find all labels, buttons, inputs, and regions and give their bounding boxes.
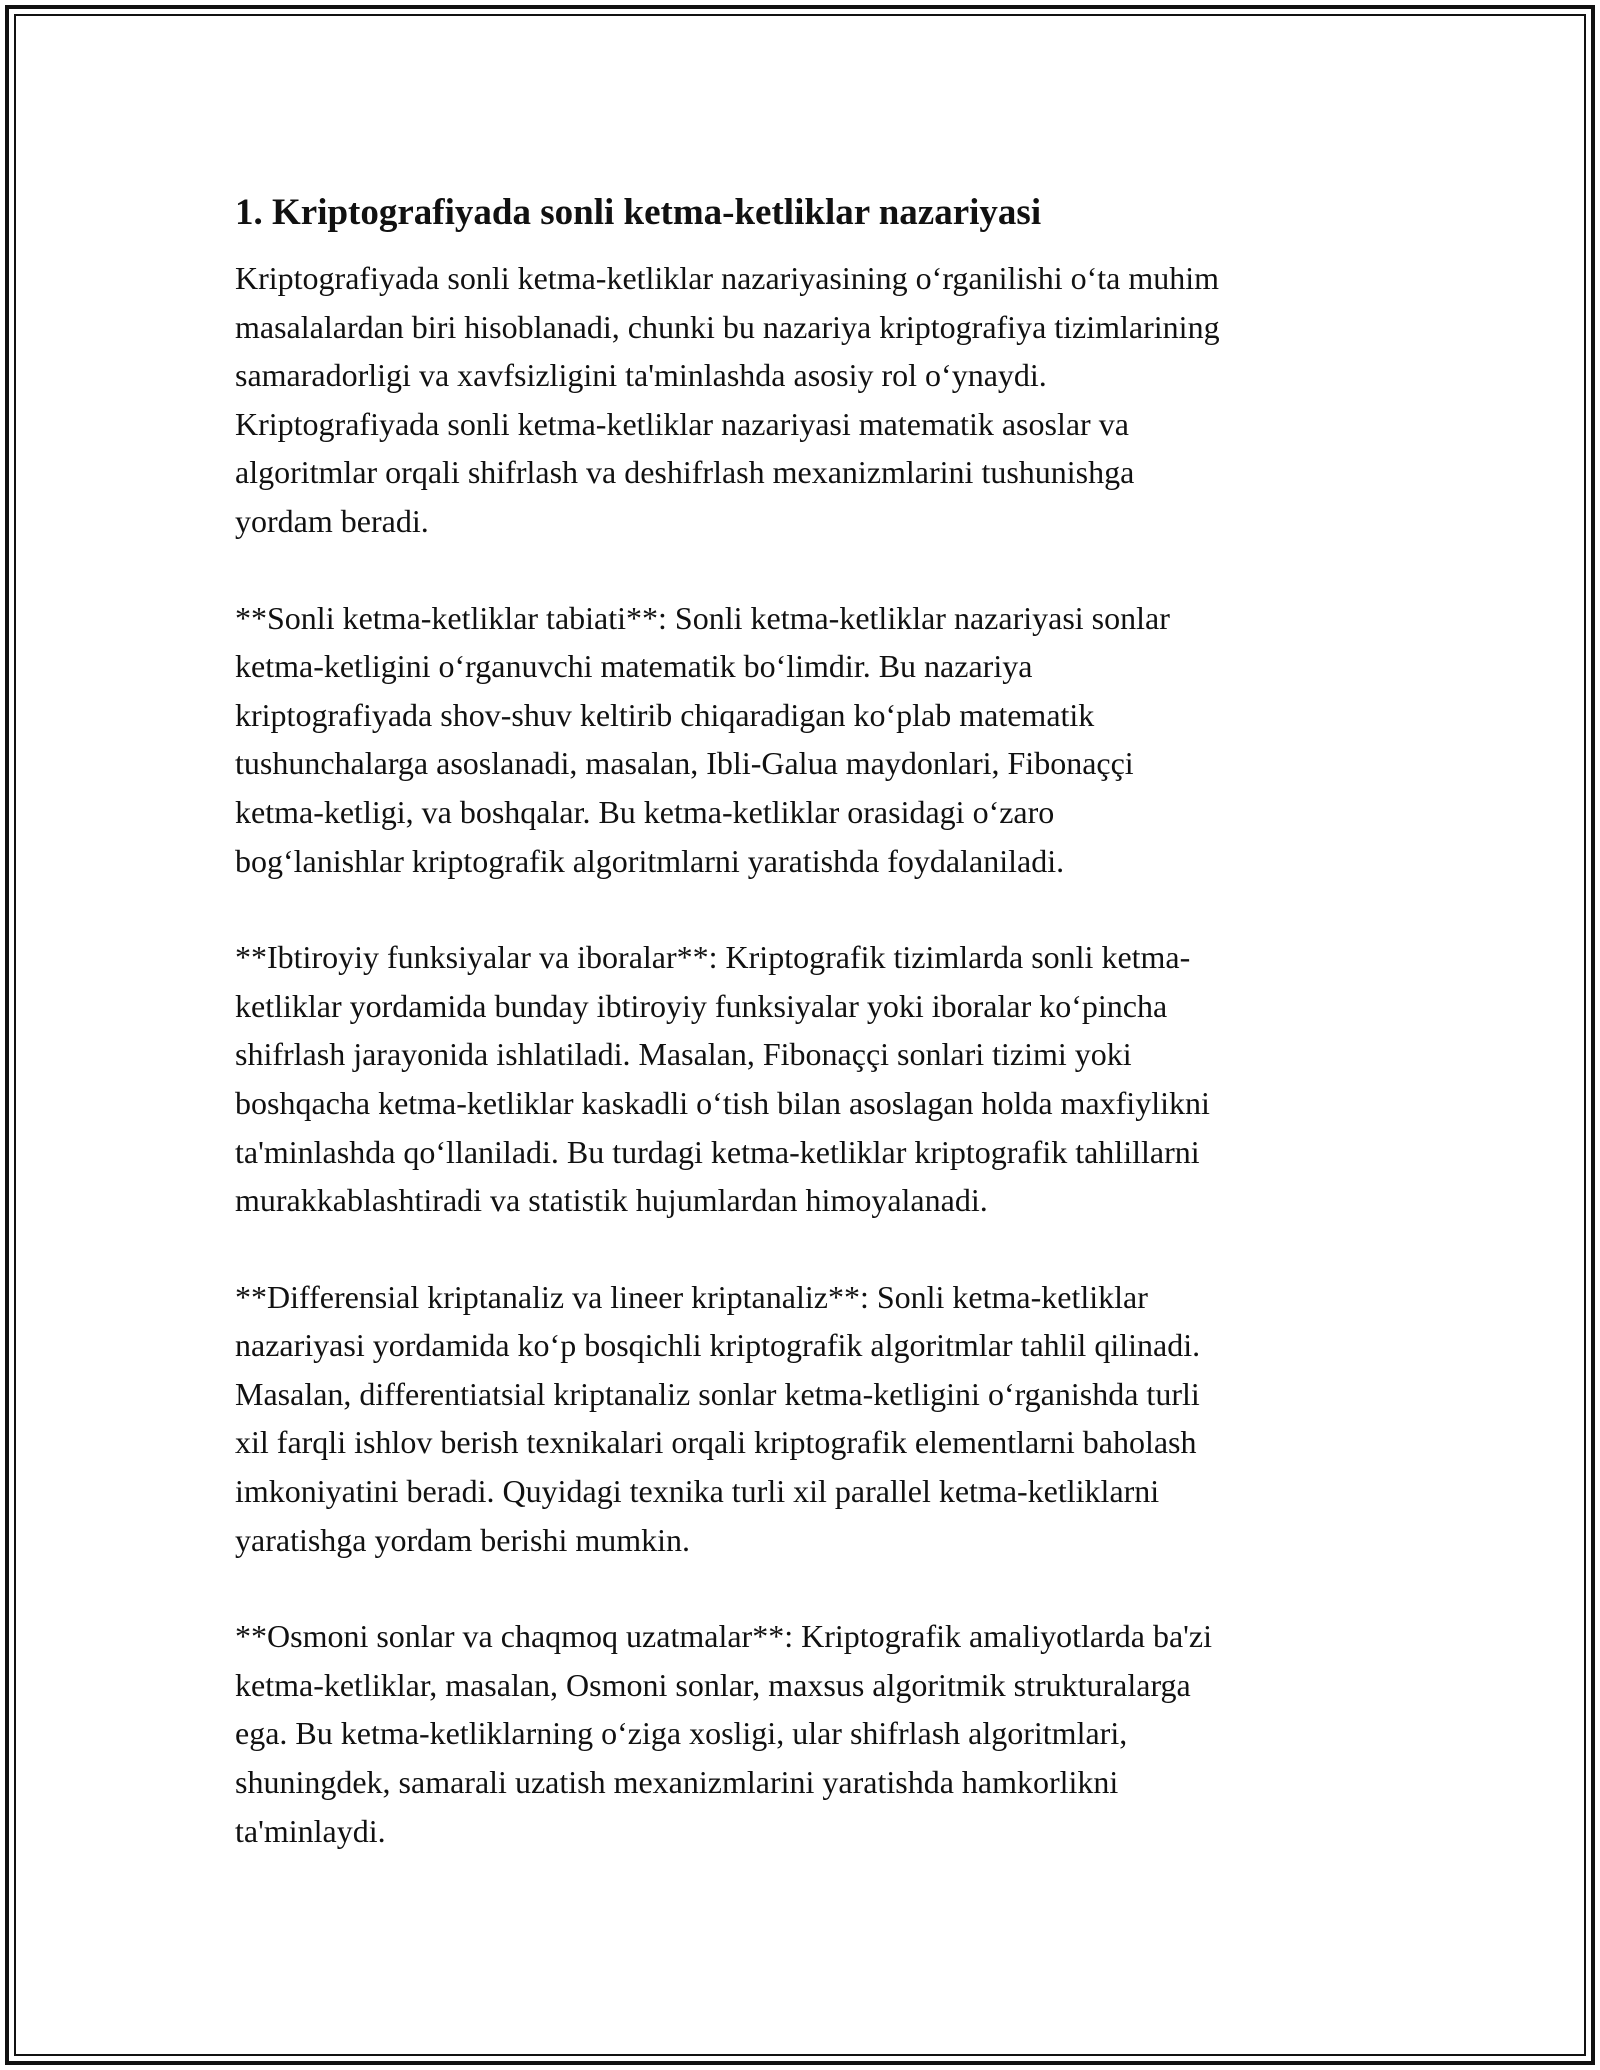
document-title: 1. Kriptografiyada sonli ketma-ketliklar nazariyasi xyxy=(235,192,1042,233)
paragraph-cryptanalysis: **Differensial kriptanaliz va lineer kriptanaliz**: Sonli ketma-ketliklar nazariyasi yordamida ko‘p bosqichli kriptografik algoritmlar tahlil qilinadi. Masalan, differentiatsial kriptanaliz sonlar ketma-ketligini o‘rganishda turli xil farqli ishlov berish texnikalari orqali kriptografik elementlarni baholash imkoniyatini beradi. Quyidagi texnika turli xil parallel ketma-ketliklarni yaratishga yordam berishi mumkin. xyxy=(235,1278,1201,1558)
document-body xyxy=(235,186,1385,1903)
paragraph-sequence-nature: **Sonli ketma-ketliklar tabiati**: Sonli ketma-ketliklar nazariyasi sonlar ketma-ketligini o‘rganuvchi matematik bo‘limdir. Bu nazariya kriptografiyada shov-shuv keltirib chiqaradigan ko‘plab matematik tushunchalarga asoslanadi, masalan, Ibli-Galua maydonlari, Fibonaççi ketma-ketligi, va boshqalar. Bu ketma-ketliklar orasidagi o‘zaro bog‘lanishlar kriptografik algoritmlarni yaratishda foydalaniladi. xyxy=(235,599,1170,879)
paragraph-special-numbers: **Osmoni sonlar va chaqmoq uzatmalar**: Kriptografik amaliyotlarda ba'zi ketma-ketliklar, masalan, Osmoni sonlar, maxsus algoritmik strukturalarga ega. Bu ketma-ketliklarning o‘ziga xosligi, ular shifrlash algoritmlari, shuningdek, samarali uzatish mexanizmlarini yaratishda hamkorlikni ta'minlaydi. xyxy=(235,1618,1213,1849)
paragraph-functions-expressions: **Ibtiroyiy funksiyalar va iboralar**: Kriptografik tizimlarda sonli ketma- ketliklar yordamida bunday ibtiroyiy funksiyalar yoki iboralar ko‘pincha shifrlash jarayonida ishlatiladi. Masalan, Fibonaççi sonlari tizimi yoki boshqacha ketma-ketliklar kaskadli o‘tish bilan asoslagan holda maxfiylikni ta'minlashda qo‘llaniladi. Bu turdagi ketma-ketliklar kriptografik tahlillarni murakkablashtiradi va statistik hujumlardan himoyalanadi. xyxy=(235,939,1210,1219)
paragraph-intro: Kriptografiyada sonli ketma-ketliklar nazariyasining o‘rganilishi o‘ta muhim masalalardan biri hisoblanadi, chunki bu nazariya kriptografiya tizimlarining samaradorligi va xavfsizligini ta'minlashda asosiy rol o‘ynaydi. Kriptografiyada sonli ketma-ketliklar nazariyasi matematik asoslar va algoritmlar orqali shifrlash va deshifrlash mexanizmlarini tushunishga yordam beradi. xyxy=(235,260,1220,539)
